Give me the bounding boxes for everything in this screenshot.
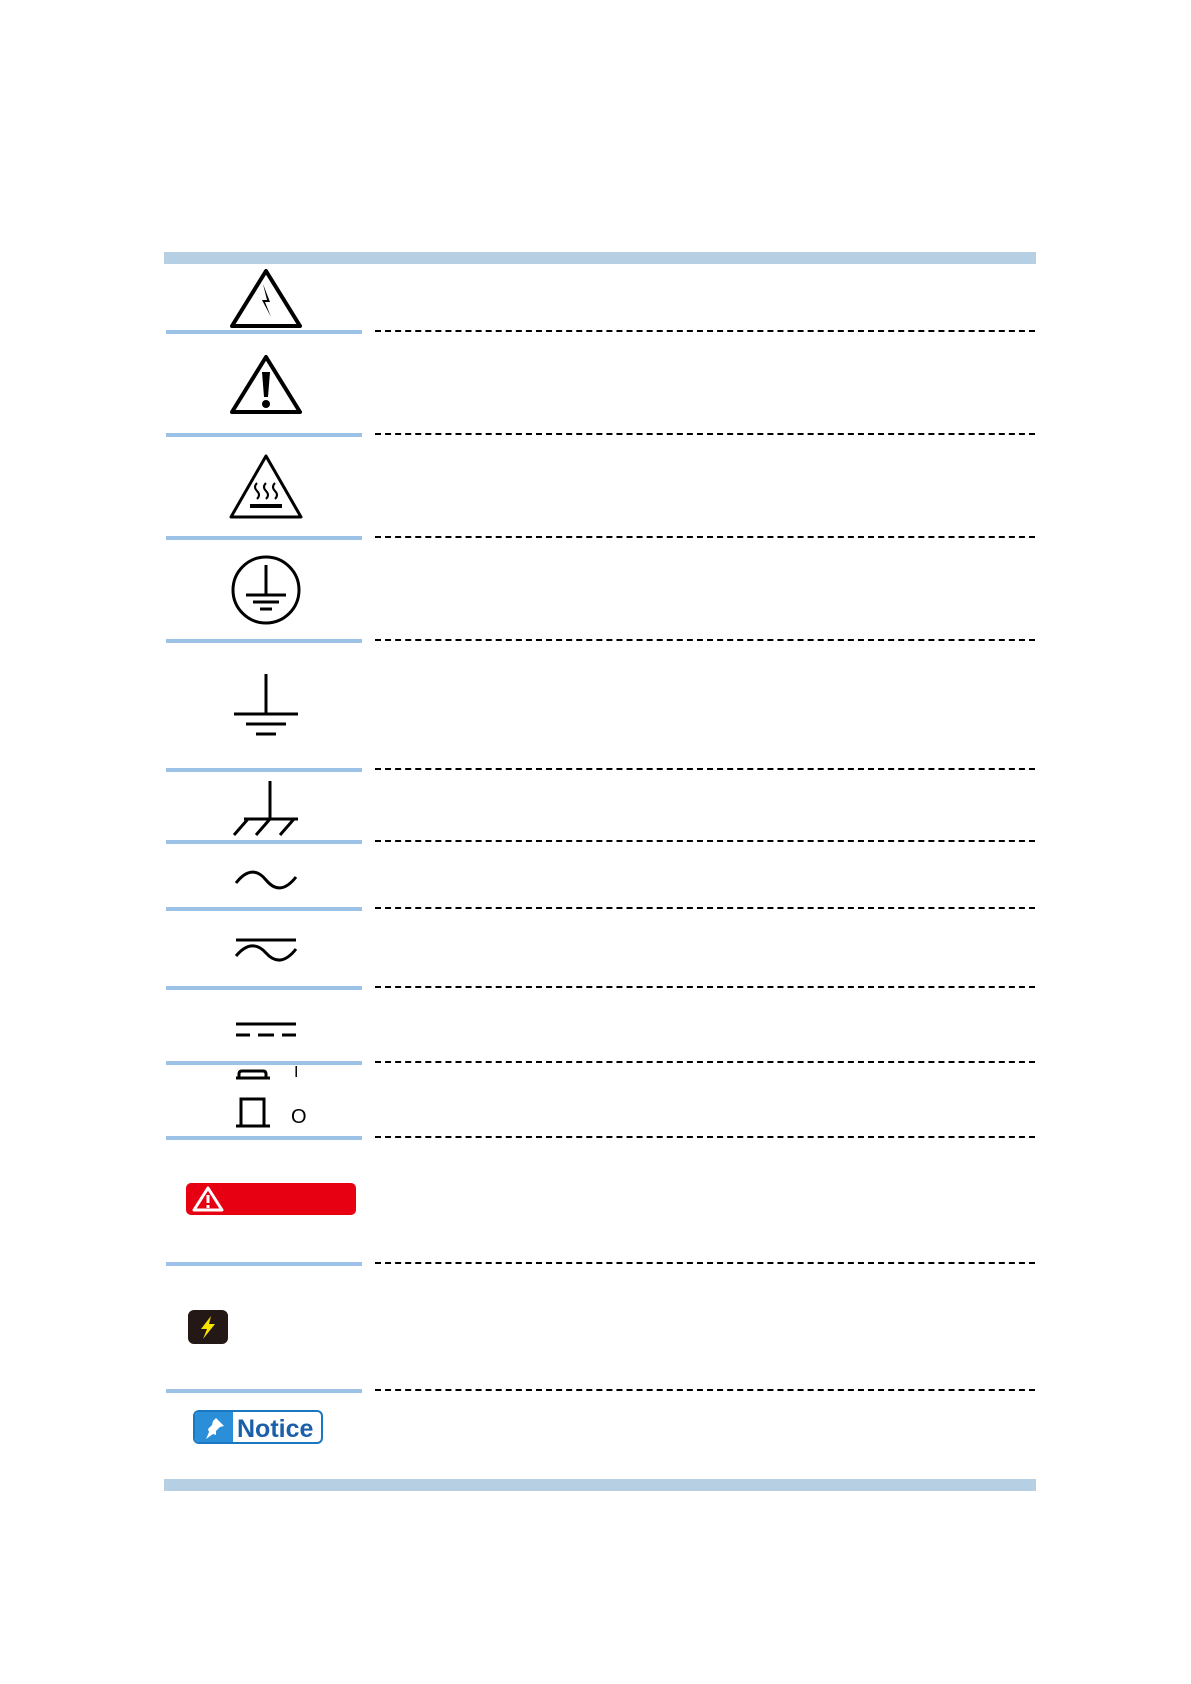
row-separator xyxy=(166,840,362,844)
row-separator xyxy=(375,840,1035,842)
pushpin-icon xyxy=(195,1412,233,1442)
warning-label-icon xyxy=(186,1183,356,1215)
protective-earth-icon xyxy=(166,555,366,625)
row-separator xyxy=(166,1136,362,1140)
alternating-current-icon xyxy=(166,860,366,900)
notice-label-icon xyxy=(193,1410,323,1444)
row-separator xyxy=(375,1262,1035,1264)
power-off-label: O xyxy=(291,1106,307,1128)
table-top-band xyxy=(164,252,1036,264)
row-separator xyxy=(166,433,362,437)
caution-exclamation-icon xyxy=(166,352,366,417)
power-on-label: I xyxy=(294,1064,299,1081)
notice-label-text: Notice xyxy=(237,1415,314,1443)
row-separator xyxy=(166,330,362,334)
row-separator xyxy=(166,1262,362,1266)
earth-ground-icon xyxy=(166,670,366,740)
row-separator xyxy=(166,536,362,540)
high-voltage-warning-icon xyxy=(166,266,366,331)
row-separator xyxy=(166,986,362,990)
row-separator xyxy=(375,986,1035,988)
table-bottom-band xyxy=(164,1479,1036,1491)
row-separator xyxy=(166,768,362,772)
row-separator xyxy=(375,1136,1035,1138)
row-separator xyxy=(375,639,1035,641)
row-separator xyxy=(375,1389,1035,1391)
chassis-ground-icon xyxy=(166,778,366,838)
power-on-off-icon xyxy=(236,1066,316,1136)
direct-current-icon xyxy=(166,1010,366,1050)
row-separator xyxy=(166,907,362,911)
row-separator xyxy=(375,768,1035,770)
row-separator xyxy=(375,536,1035,538)
row-separator xyxy=(166,639,362,643)
row-separator xyxy=(166,1389,362,1393)
row-separator xyxy=(375,907,1035,909)
ac-dc-icon xyxy=(166,930,366,970)
row-separator xyxy=(375,330,1035,332)
caution-label-icon xyxy=(188,1310,228,1344)
row-separator xyxy=(375,1061,1035,1063)
row-separator xyxy=(166,1061,362,1065)
row-separator xyxy=(375,433,1035,435)
hot-surface-icon xyxy=(166,452,366,522)
